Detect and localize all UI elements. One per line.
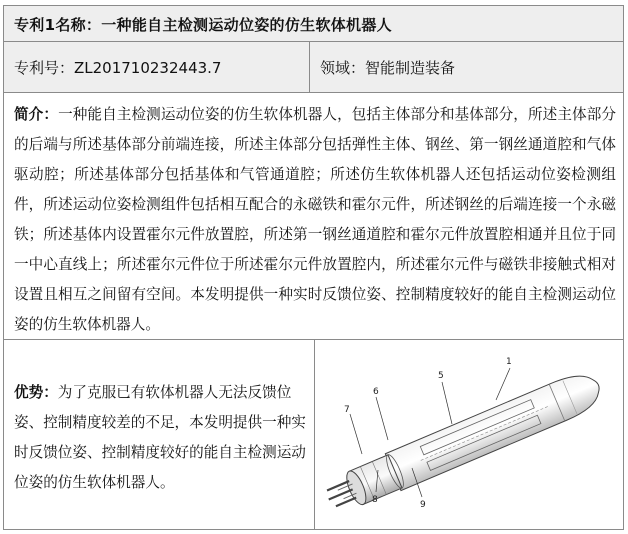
label-1: 1 (506, 357, 512, 367)
abstract-paragraph (14, 100, 616, 340)
column-divider (309, 42, 310, 92)
robot-body (321, 367, 606, 518)
title-row (4, 6, 623, 42)
abstract-text: 一种能自主检测运动位姿的仿生软体机器人，包括主体部分和基体部分，所述主体部分的后端与所述基体部分前端连接，所述主体部分包括弹性主体、钢丝、第一钢丝通道腔和气体驱动腔；所述基体部分包括基体和气管通道腔；所述仿生软体机器人还包括运动位姿检测组件，所述运动位姿检测组件包括相互配合的永磁铁和霍尔元件，所述钢丝的后端连接一个永磁铁；所述基体内设置霍尔元件放置腔，所述第一钢丝通道腔和霍尔元件放置腔相通并且位于同一中心直线上；所述霍尔元件位于所述霍尔元件放置腔内，所述霍尔元件与磁铁非接触式相对设置且相互之间留有空间。本发明提供一种实时反馈位姿、控制精度较好的能自主检测运动位姿的仿生软体机器人。 (14, 106, 616, 333)
patent-number: 专利号：ZL201710232443.7 (14, 59, 222, 77)
label-5: 5 (438, 371, 444, 381)
column-divider (314, 340, 315, 529)
advantage-row (4, 340, 623, 529)
info-row (4, 42, 623, 93)
robot-diagram (316, 342, 618, 528)
patent-card (3, 5, 624, 530)
patent-title: 专利1名称：一种能自主检测运动位姿的仿生软体机器人 (14, 16, 392, 34)
abstract-label: 简介： (14, 106, 59, 123)
advantage-text: 为了克服已有软体机器人无法反馈位姿、控制精度较差的不足，本发明提供一种实时反馈位姿、控制精度较好的能自主检测运动位姿的仿生软体机器人。 (14, 384, 306, 491)
advantage-label: 优势： (14, 384, 58, 401)
advantage-paragraph (14, 378, 308, 498)
label-9: 9 (420, 500, 426, 510)
abstract-row (4, 93, 623, 340)
label-8: 8 (372, 495, 378, 505)
label-7: 7 (344, 405, 350, 415)
patent-field: 领域：智能制造装备 (320, 59, 456, 77)
label-6: 6 (373, 387, 379, 397)
